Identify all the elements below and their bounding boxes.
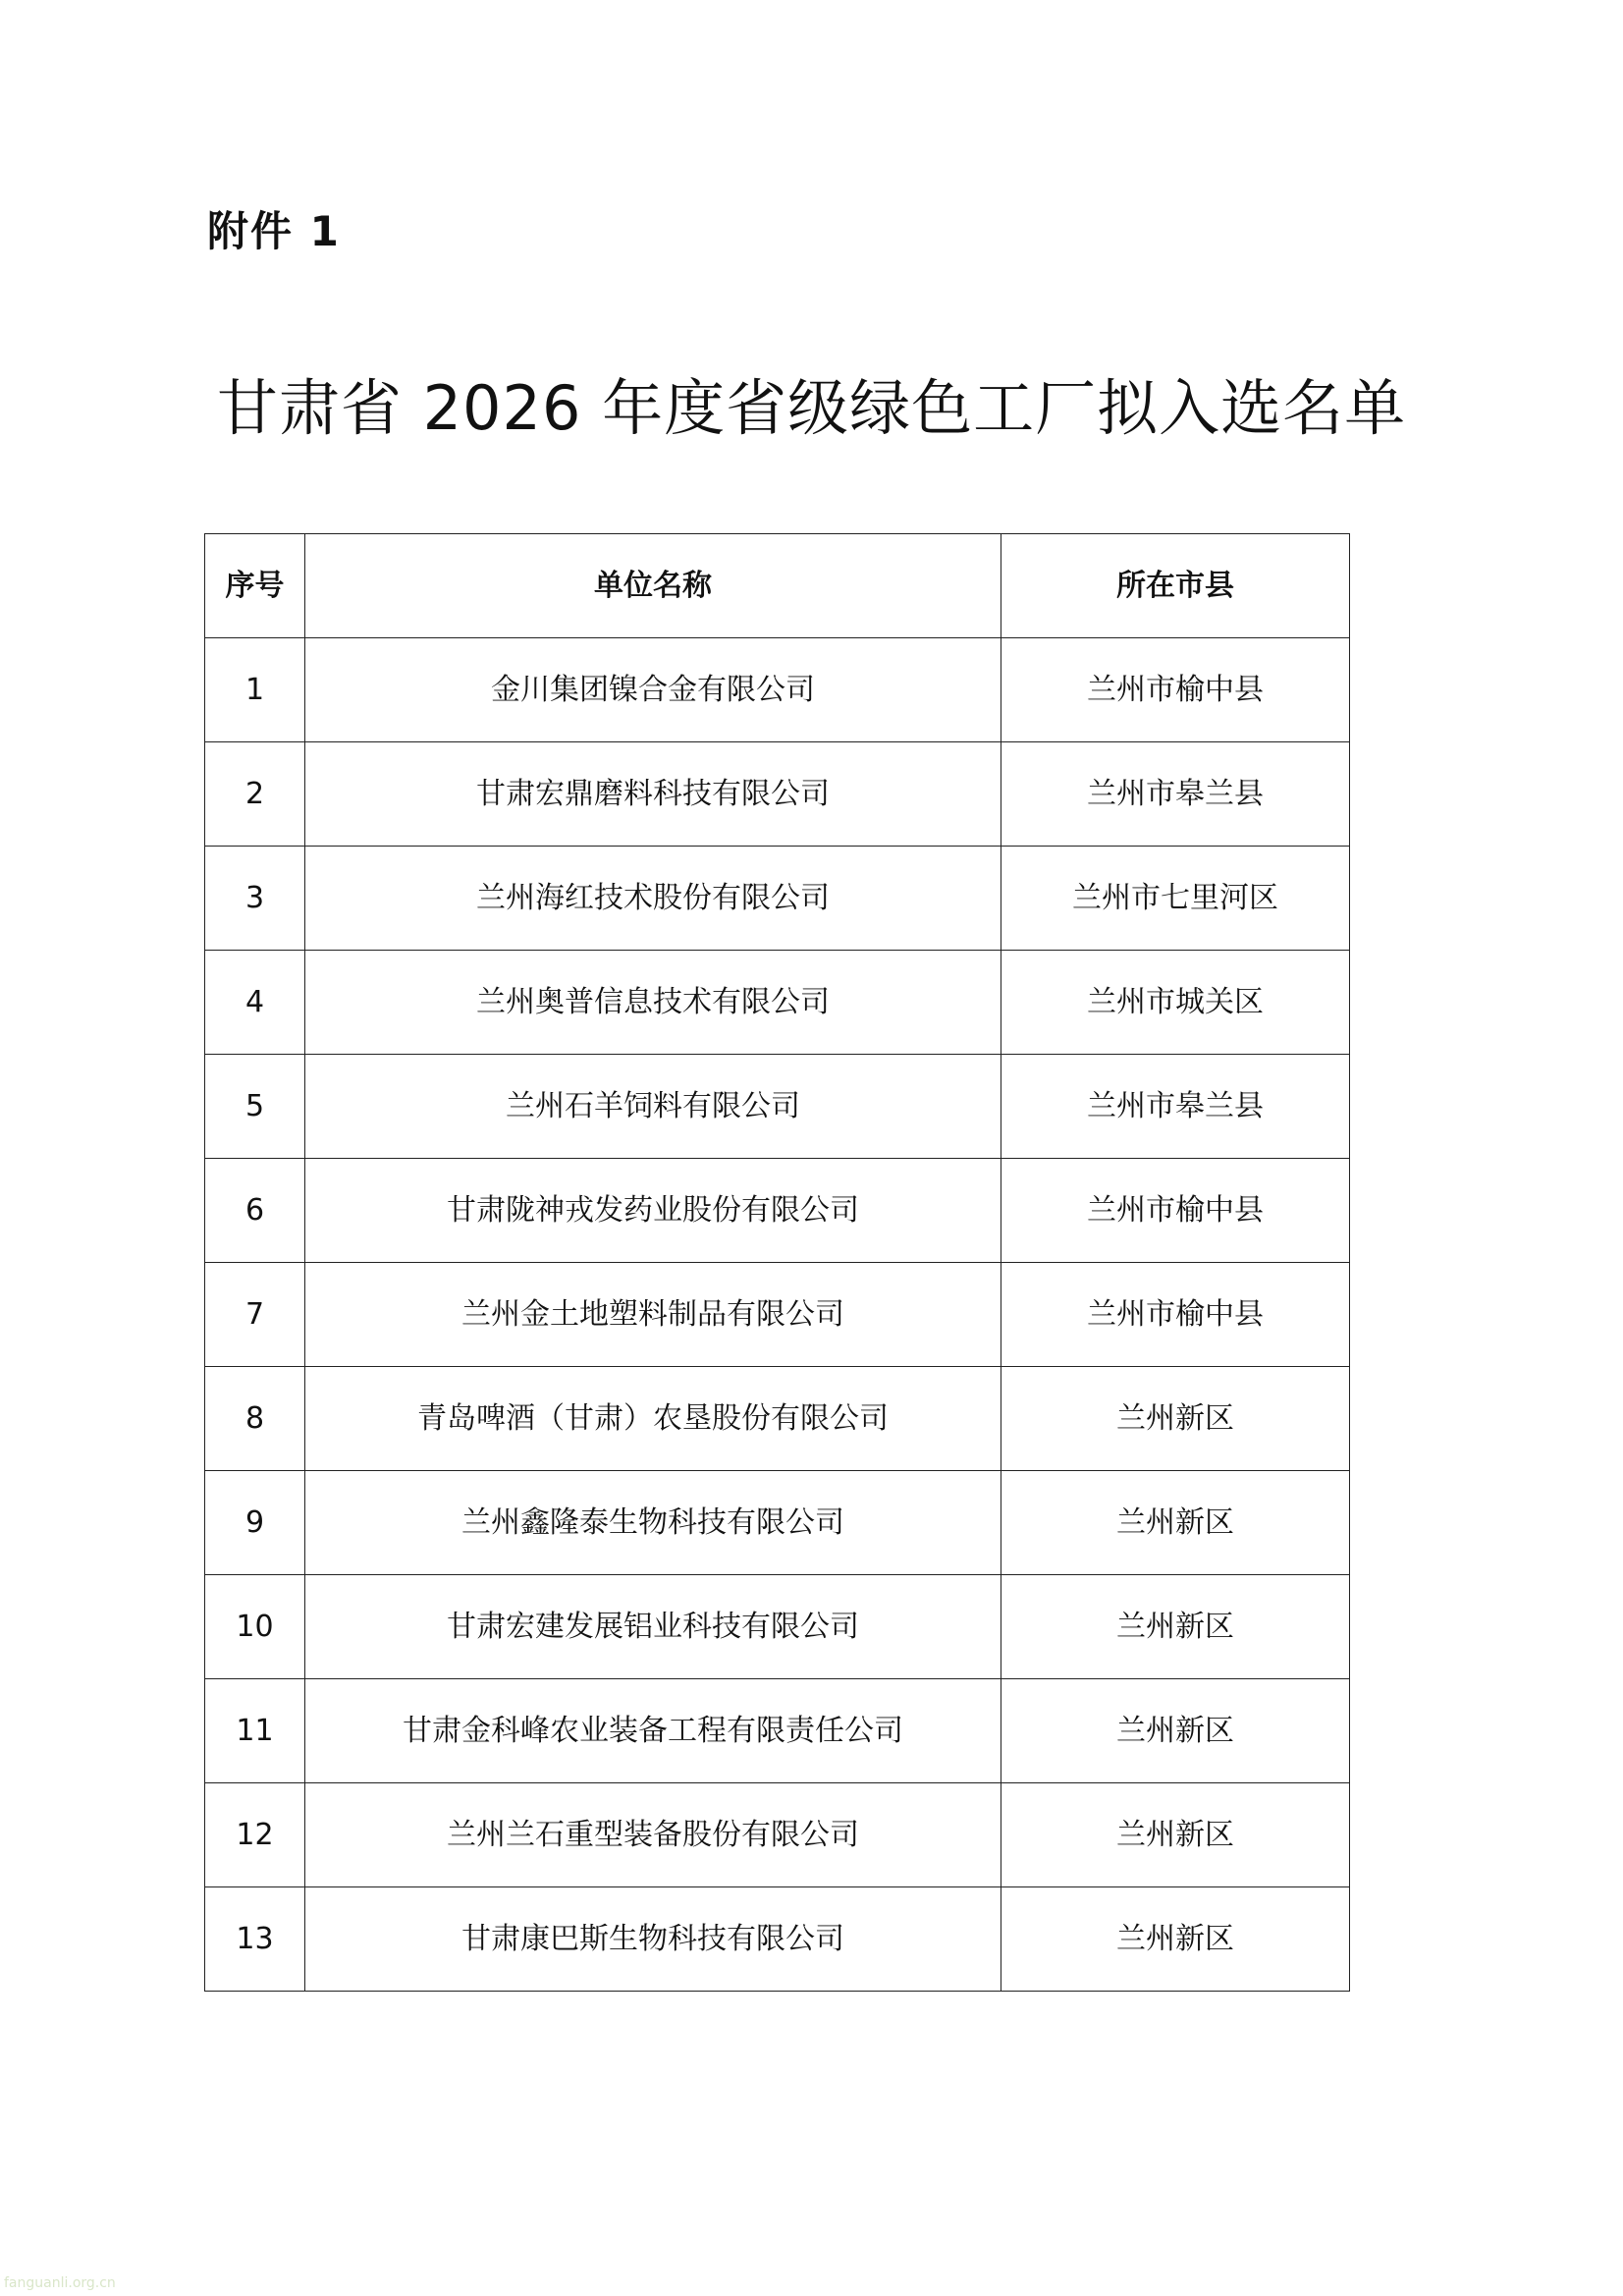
table-row: [205, 1471, 1350, 1575]
unit-name-cell: 兰州鑫隆泰生物科技有限公司: [305, 1471, 1001, 1575]
city-county-cell: 兰州市榆中县: [1001, 1159, 1350, 1263]
header-unit-name: 单位名称: [305, 534, 1001, 638]
table-row: [205, 1159, 1350, 1263]
table-row: [205, 1055, 1350, 1159]
city-county-cell: 兰州市皋兰县: [1001, 742, 1350, 847]
serial-number-cell: 11: [205, 1679, 305, 1783]
unit-name-cell: 兰州奥普信息技术有限公司: [305, 951, 1001, 1055]
serial-number-cell: 13: [205, 1887, 305, 1992]
table-row: [205, 1367, 1350, 1471]
table-row: [205, 742, 1350, 847]
city-county-cell: 兰州新区: [1001, 1367, 1350, 1471]
city-county-cell: 兰州市榆中县: [1001, 1263, 1350, 1367]
unit-name-cell: 兰州兰石重型装备股份有限公司: [305, 1783, 1001, 1887]
serial-number-cell: 1: [205, 638, 305, 742]
table-row: [205, 638, 1350, 742]
serial-number-cell: 8: [205, 1367, 305, 1471]
serial-number-cell: 7: [205, 1263, 305, 1367]
unit-name-cell: 甘肃金科峰农业装备工程有限责任公司: [305, 1679, 1001, 1783]
serial-number-cell: 2: [205, 742, 305, 847]
unit-name-cell: 兰州金土地塑料制品有限公司: [305, 1263, 1001, 1367]
table-row: [205, 1783, 1350, 1887]
city-county-cell: 兰州新区: [1001, 1575, 1350, 1679]
unit-name-cell: 甘肃康巴斯生物科技有限公司: [305, 1887, 1001, 1992]
serial-number-cell: 3: [205, 847, 305, 951]
serial-number-cell: 5: [205, 1055, 305, 1159]
table-row: [205, 1887, 1350, 1992]
unit-name-cell: 兰州石羊饲料有限公司: [305, 1055, 1001, 1159]
city-county-cell: 兰州新区: [1001, 1783, 1350, 1887]
serial-number-cell: 12: [205, 1783, 305, 1887]
serial-number-cell: 10: [205, 1575, 305, 1679]
city-county-cell: 兰州市城关区: [1001, 951, 1350, 1055]
unit-name-cell: 兰州海红技术股份有限公司: [305, 847, 1001, 951]
table-header-row: [205, 534, 1350, 638]
unit-name-cell: 甘肃宏鼎磨料科技有限公司: [305, 742, 1001, 847]
city-county-cell: 兰州新区: [1001, 1471, 1350, 1575]
serial-number-cell: 4: [205, 951, 305, 1055]
watermark: fanguanli.org.cn: [4, 2275, 116, 2291]
city-county-cell: 兰州市榆中县: [1001, 638, 1350, 742]
serial-number-cell: 9: [205, 1471, 305, 1575]
table-row: [205, 1263, 1350, 1367]
city-county-cell: 兰州市皋兰县: [1001, 1055, 1350, 1159]
table-row: [205, 951, 1350, 1055]
header-serial-number: 序号: [205, 534, 305, 638]
table-row: [205, 1679, 1350, 1783]
city-county-cell: 兰州市七里河区: [1001, 847, 1350, 951]
attachment-label: 附件 1: [207, 207, 341, 255]
unit-name-cell: 甘肃宏建发展铝业科技有限公司: [305, 1575, 1001, 1679]
candidate-list-table: [204, 533, 1350, 1992]
unit-name-cell: 青岛啤酒（甘肃）农垦股份有限公司: [305, 1367, 1001, 1471]
header-city-county: 所在市县: [1001, 534, 1350, 638]
city-county-cell: 兰州新区: [1001, 1679, 1350, 1783]
serial-number-cell: 6: [205, 1159, 305, 1263]
document-title: 甘肃省 2026 年度省级绿色工厂拟入选名单: [216, 372, 1407, 444]
table-body: [205, 638, 1350, 1992]
unit-name-cell: 金川集团镍合金有限公司: [305, 638, 1001, 742]
city-county-cell: 兰州新区: [1001, 1887, 1350, 1992]
table-row: [205, 1575, 1350, 1679]
table-row: [205, 847, 1350, 951]
unit-name-cell: 甘肃陇神戎发药业股份有限公司: [305, 1159, 1001, 1263]
